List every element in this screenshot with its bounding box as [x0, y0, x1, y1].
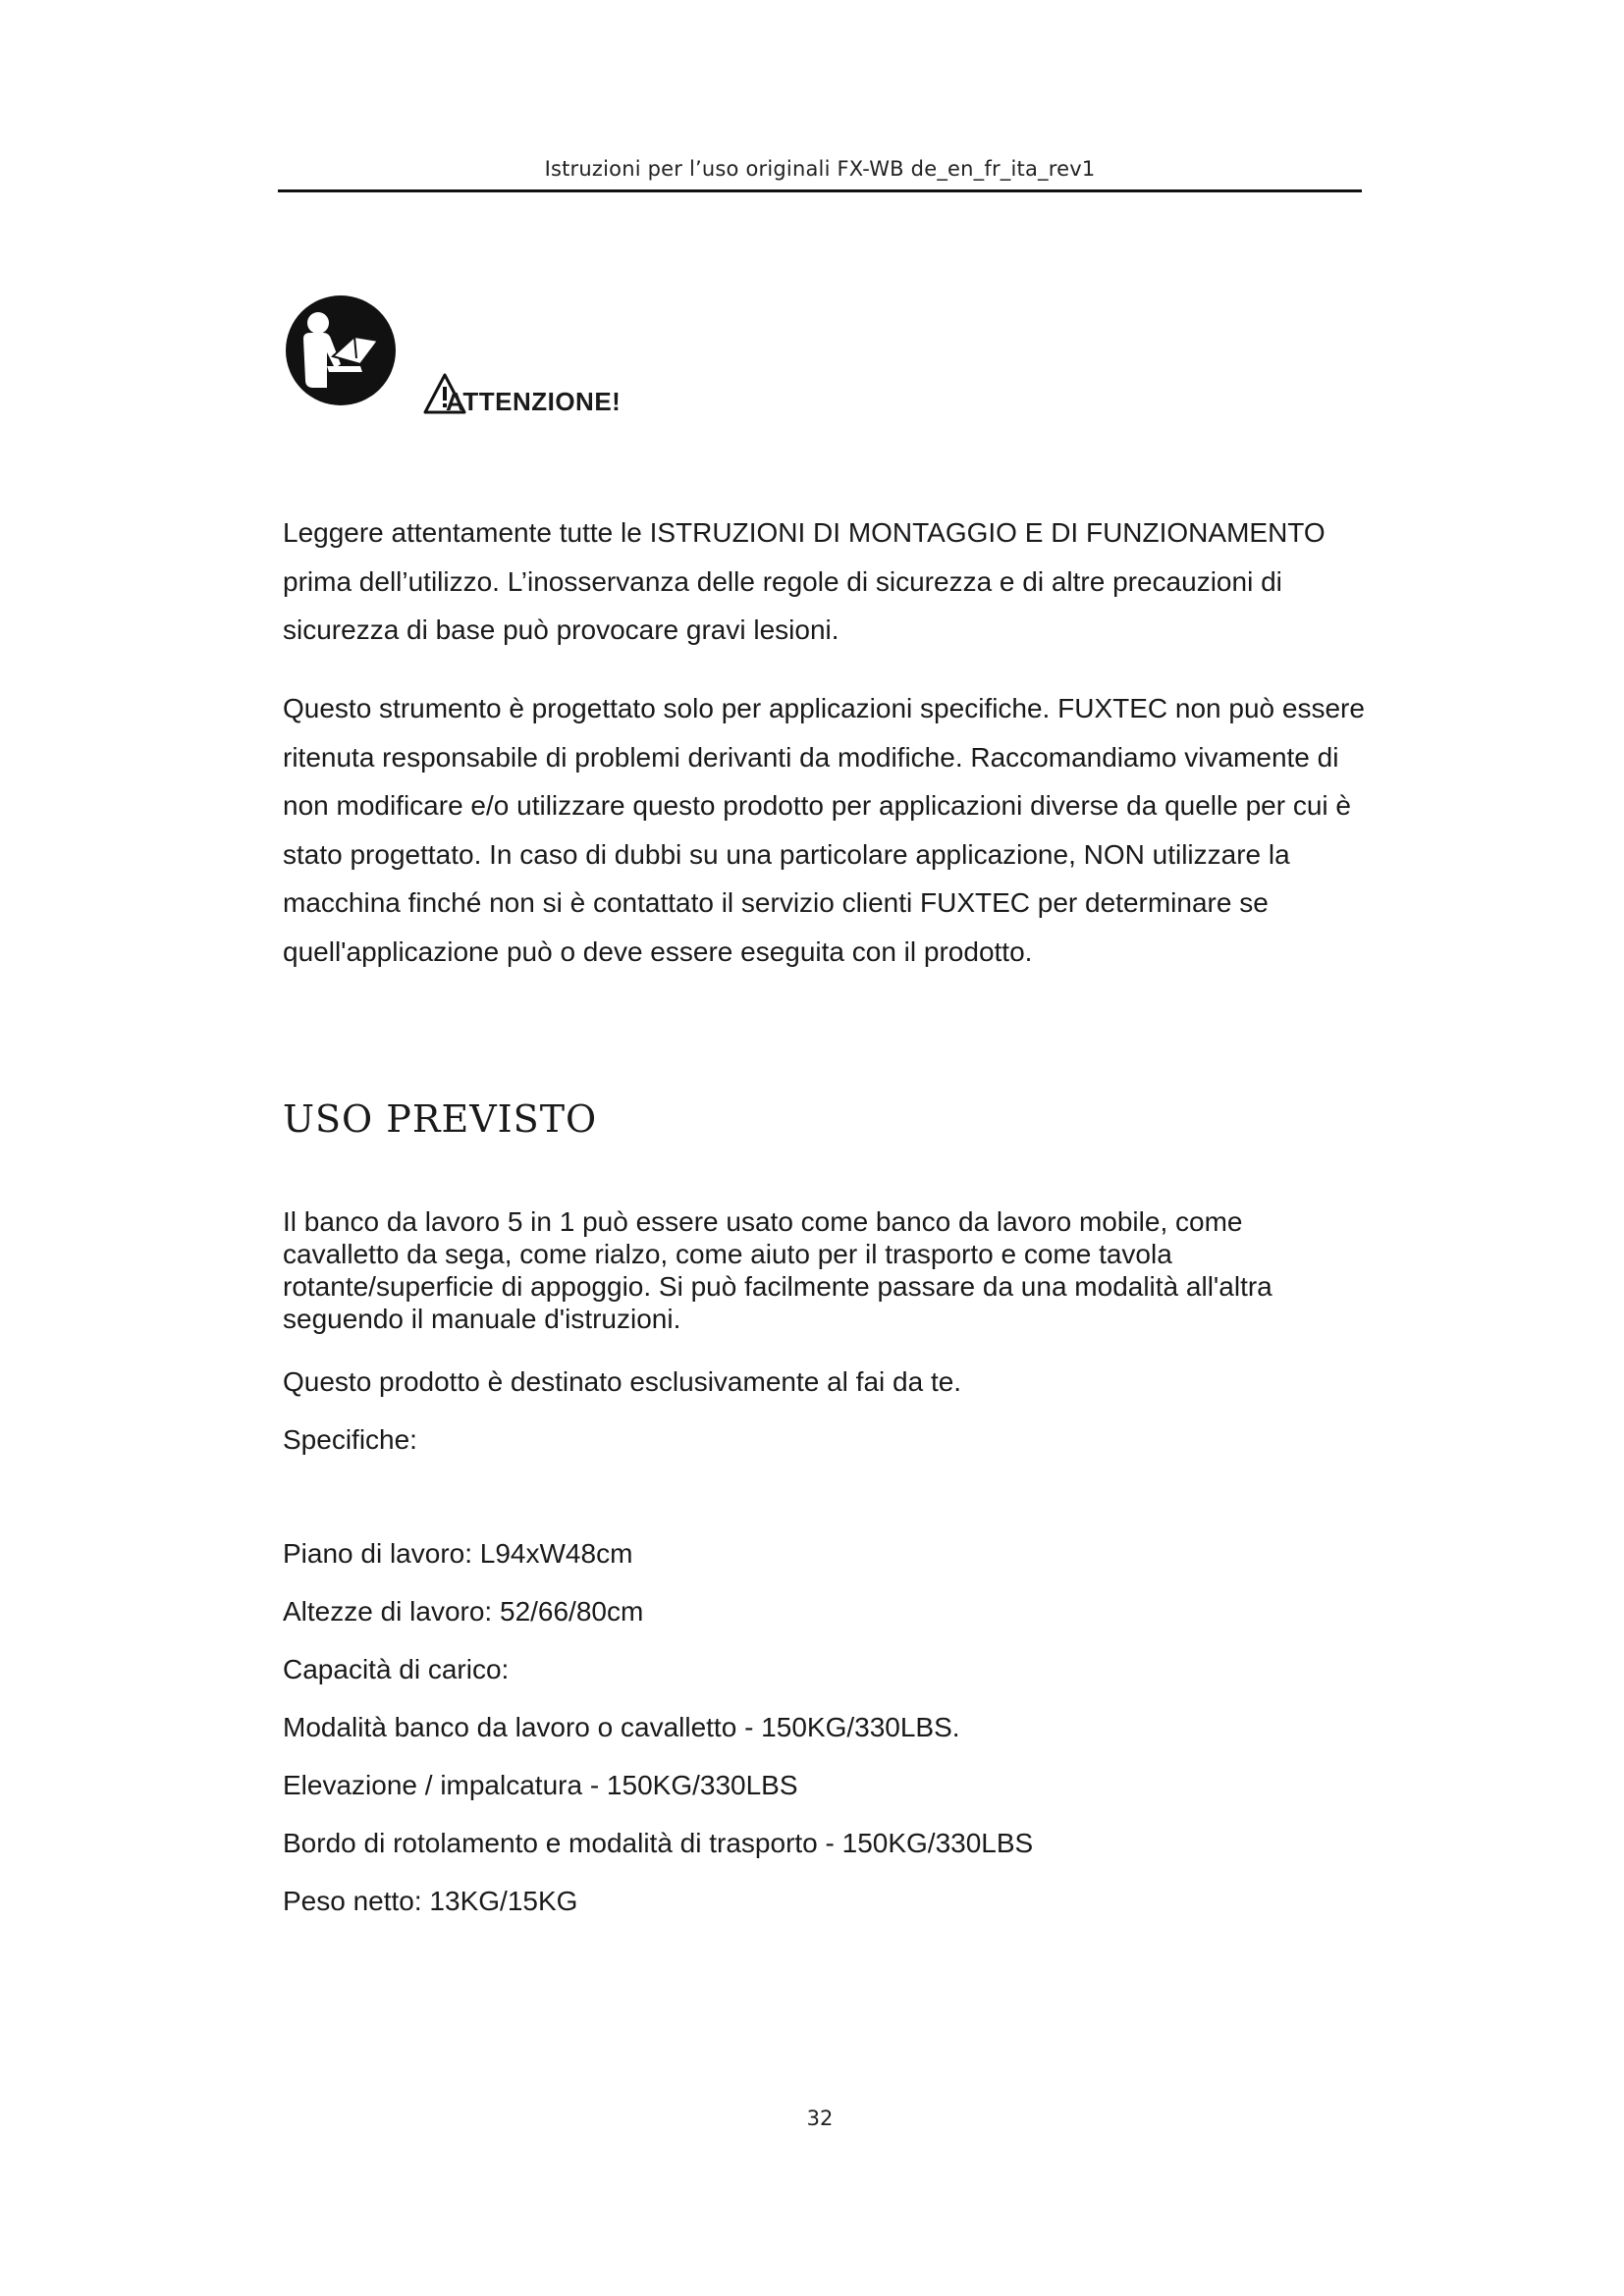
intended-use-paragraph: Il banco da lavoro 5 in 1 può essere usato come banco da lavoro mobile, come cavalletto da sega, come rialzo, come aiuto per il trasporto e come tavola rotante/superficie di appoggio. Si può facilmente passare da una modalità all'altra seguendo il manuale d'istruzioni. [283, 1206, 1272, 1334]
specs-label: Specifiche: [283, 1424, 417, 1455]
spec-item: Capacità di carico: [283, 1654, 510, 1684]
section-title-uso-previsto: USO PREVISTO [283, 1097, 598, 1141]
diy-note: Questo prodotto è destinato esclusivamente al fai da te. [283, 1366, 962, 1397]
spec-item: Piano di lavoro: L94xW48cm [283, 1538, 633, 1569]
page-number: 32 [806, 2107, 834, 2130]
spec-item: Modalità banco da lavoro o cavalletto - 150KG/330LBS. [283, 1712, 960, 1742]
header-divider [278, 189, 1362, 192]
spec-item: Bordo di rotolamento e modalità di trasporto - 150KG/330LBS [283, 1828, 1034, 1858]
document-header-title: Istruzioni per l’uso originali FX-WB de_en_fr_ita_rev1 [544, 157, 1096, 181]
spec-item: Altezze di lavoro: 52/66/80cm [283, 1596, 644, 1627]
warning-heading [422, 368, 621, 415]
read-manual-icon [284, 294, 398, 407]
warning-title: ATTENZIONE! [446, 387, 622, 416]
spec-item: Peso netto: 13KG/15KG [283, 1886, 578, 1916]
intro-paragraph-2: Questo strumento è progettato solo per applicazioni specifiche. FUXTEC non può essere ritenuta responsabile di problemi derivanti da modifiche. Raccomandiamo vivamente di non modificare e/o utilizzare questo prodotto per applicazioni diverse da quelle per cui è stato progettato. In caso di dubbi su una particolare applicazione, NON utilizzare la macchina finché non si è contattato il servizio clienti FUXTEC per determinare se quell'applicazione può o deve essere eseguita con il prodotto. [283, 693, 1365, 967]
spec-item: Elevazione / impalcatura - 150KG/330LBS [283, 1770, 798, 1800]
intro-paragraph-1: Leggere attentamente tutte le ISTRUZIONI DI MONTAGGIO E DI FUNZIONAMENTO prima dell’utilizzo. L’inosservanza delle regole di sicurezza e di altre precauzioni di sicurezza di base può provocare gravi lesioni. [283, 517, 1326, 645]
